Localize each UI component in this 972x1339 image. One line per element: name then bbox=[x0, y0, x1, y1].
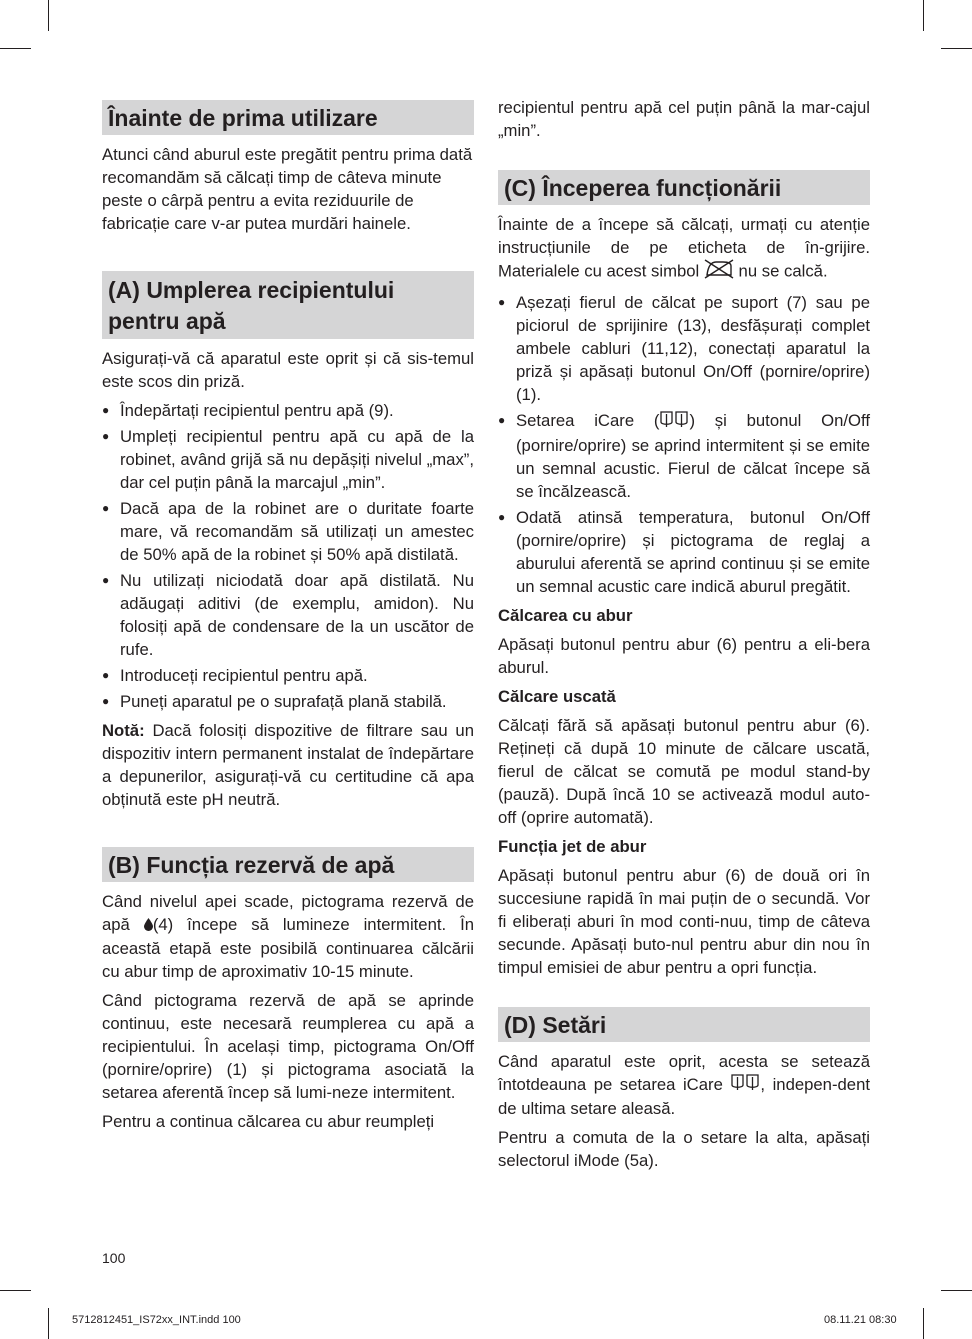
bullet-list-a bbox=[102, 399, 474, 713]
text-span: Când aparatul este oprit, acesta se setează întotdeauna pe setarea iCare bbox=[498, 1051, 870, 1094]
paragraph: Când pictograma rezervă de apă se aprinde continuu, este necesară reumplerea cu apă a recipientului. În același timp, pictograma On/Off (pornire/oprire) (1) și pictograma asociată la setarea aferentă încep să lumi-neze intermitent. bbox=[102, 991, 474, 1103]
paragraph: Călcați fără să apăsați butonul pentru abur (6). Rețineți că după 10 minute de călcare uscată, fierul de călcat se comută pe modul stand-by (pauză). După încă 10 se activează modul auto-off (oprire automată). bbox=[498, 715, 870, 827]
paragraph bbox=[498, 1050, 870, 1121]
crop-mark bbox=[0, 1290, 31, 1291]
section-heading-c: (C) Începerea funcționării bbox=[498, 170, 870, 205]
paragraph: Apăsați butonul pentru abur (6) pentru a eli-bera aburul. bbox=[498, 634, 870, 677]
section-heading-d: (D) Setări bbox=[498, 1007, 870, 1042]
list-item: ● Puneți aparatul pe o suprafață plană stabilă. bbox=[102, 690, 474, 713]
section-heading-a bbox=[102, 271, 474, 339]
subheading-dry-ironing: Călcare uscată bbox=[498, 686, 616, 706]
paragraph: recipientul pentru apă cel puțin până la mar-cajul „min”. bbox=[498, 98, 870, 140]
text-span: nu se calcă. bbox=[733, 261, 828, 281]
do-not-iron-icon bbox=[704, 259, 734, 285]
bullet-list-c bbox=[498, 291, 870, 598]
section-heading-before-first-use: Înainte de prima utilizare bbox=[102, 100, 474, 135]
heading-line: (A) Umplerea recipientului bbox=[108, 277, 395, 303]
list-item: ● Introduceți recipientul pentru apă. bbox=[102, 664, 474, 687]
list-item: ● Nu utilizați niciodată doar apă distilată. Nu adăugați aditivi (de exemplu, amidon). Nu folosiți apă de condensare de la un uscător de rufe. bbox=[102, 569, 474, 661]
crop-mark bbox=[923, 0, 924, 31]
paragraph: Atunci când aburul este pregătit pentru prima dată recomandăm să călcați timp de câteva minute peste o cârpă pentru a evita reziduurile de fabricație care v-ar putea murdări hainele. bbox=[102, 145, 473, 233]
paragraph bbox=[498, 213, 870, 285]
icare-icon bbox=[730, 1073, 760, 1097]
paragraph: Apăsați butonul pentru abur (6) de două ori în succesiune rapidă în mai puțin de o secundă. Vor fi eliberați aburi în mod conti-nuu, timp de câteva secunde. Apăsați buto-nul pentru abur din nou în timpul emisiei de abur pentru a opri funcția. bbox=[498, 865, 870, 977]
left-column bbox=[102, 100, 474, 1139]
list-item: ● Umpleți recipientul pentru apă cu apă de la robinet, având grijă să nu depășiți nivelul „max”, dar cel puțin până la marcajul „min”. bbox=[102, 425, 474, 494]
crop-mark bbox=[941, 48, 972, 49]
subheading-steam-ironing: Călcarea cu abur bbox=[498, 605, 633, 625]
page-number: 100 bbox=[102, 1250, 126, 1266]
list-item: ● Odată atinsă temperatura, butonul On/Off (pornire/oprire) și pictograma de reglaj a aburului aferentă se aprind continuu și se emite un semnal acustic care indică aburul pregătit. bbox=[498, 506, 870, 598]
list-item: ● Îndepărtați recipientul pentru apă (9). bbox=[102, 399, 474, 422]
note-label: Notă: bbox=[102, 721, 145, 740]
crop-mark bbox=[0, 48, 31, 49]
text-span: Când nivelul apei scade, pictograma rezervă de apă bbox=[102, 892, 474, 934]
paragraph: Asigurați-vă că aparatul este oprit și că sis-temul este scos din priză. bbox=[102, 349, 474, 391]
note-paragraph bbox=[102, 719, 474, 811]
paragraph: Pentru a comuta de la o setare la alta, apăsați selectorul iMode (5a). bbox=[498, 1128, 870, 1171]
paragraph: Pentru a continua călcarea cu abur reumpleți bbox=[102, 1112, 435, 1132]
crop-mark bbox=[941, 1290, 972, 1291]
text-span: Înainte de a începe să călcați, urmați cu atenție instrucțiunile de pe eticheta de în-grijire. Materialele cu acest simbol bbox=[498, 215, 870, 281]
water-drop-icon bbox=[144, 914, 153, 937]
crop-mark bbox=[48, 0, 49, 31]
crop-mark bbox=[48, 1308, 49, 1339]
right-column bbox=[498, 96, 870, 1178]
text-span: ) și butonul On/Off (pornire/oprire) se aprind intermitent și se emite un semnal acustic. Fierul de călcat începe să se încălzească. bbox=[516, 411, 870, 501]
text-span: , indepen-dent de ultima setare aleasă. bbox=[498, 1074, 871, 1119]
subheading-steam-jet: Funcția jet de abur bbox=[498, 836, 647, 856]
crop-mark bbox=[923, 1308, 924, 1339]
note-text: Dacă folosiți dispozitive de filtrare sau un dispozitiv intern permanent instalat de îndepărtare a depunerilor, asigurați-vă cu certitudine că apa obținută este pH neutră. bbox=[102, 721, 474, 809]
paragraph bbox=[102, 890, 474, 983]
list-item: ● Dacă apa de la robinet are o duritate foarte mare, vă recomandăm să utilizați un amestec de 50% apă de la robinet și 50% apă distilată. bbox=[102, 497, 474, 566]
text-span: (4) începe să lumineze intermitent. În această etapă este posibilă continuarea călcării cu abur timp de aproximativ 10-15 minute. bbox=[102, 915, 474, 982]
list-item bbox=[498, 409, 870, 503]
text-span: Setarea iCare ( bbox=[516, 411, 660, 430]
list-item: ● Așezați fierul de călcat pe suport (7) sau pe piciorul de sprijinire (13), desfășurați complet ambele cabluri (11,12), conectați aparatul la priză și apăsați butonul On/Off (pornire/oprire) (1). bbox=[498, 291, 870, 406]
footer-file-label: 5712812451_IS72xx_INT.indd 100 bbox=[72, 1314, 241, 1326]
section-heading-b: (B) Funcția rezervă de apă bbox=[102, 847, 474, 882]
icare-icon bbox=[659, 410, 689, 434]
heading-line: pentru apă bbox=[108, 308, 226, 334]
footer-timestamp: 08.11.21 08:30 bbox=[824, 1314, 897, 1326]
